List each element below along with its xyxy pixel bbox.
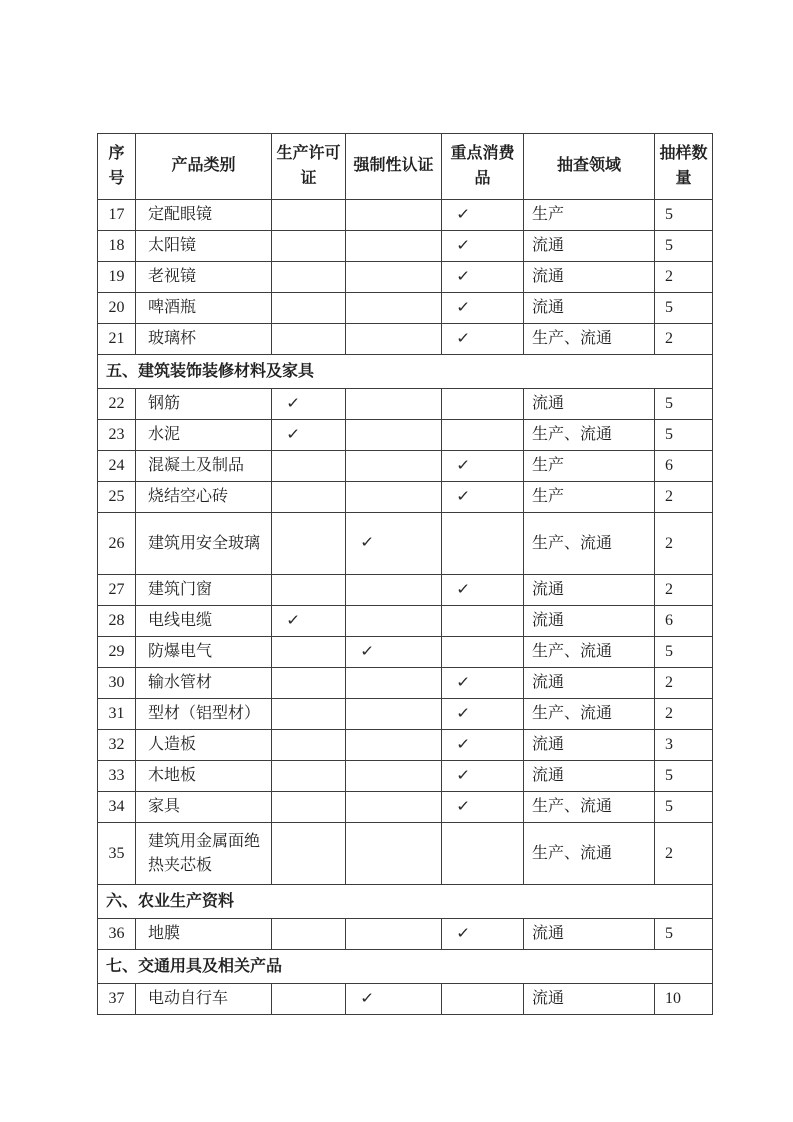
cell-no: 29 xyxy=(98,637,136,668)
cell-no: 24 xyxy=(98,451,136,482)
cell-key-consumer xyxy=(442,262,524,293)
cell-license xyxy=(272,231,346,262)
cell-license xyxy=(272,792,346,823)
col-header-license: 生产许可证 xyxy=(272,134,346,200)
cell-ccc xyxy=(346,451,442,482)
cell-qty: 6 xyxy=(655,606,713,637)
section-title: 六、农业生产资料 xyxy=(98,885,713,919)
cell-qty: 5 xyxy=(655,761,713,792)
check-icon: ✓ xyxy=(456,268,471,285)
cell-qty: 5 xyxy=(655,231,713,262)
cell-no: 21 xyxy=(98,324,136,355)
check-icon: ✓ xyxy=(456,736,471,753)
cell-category: 建筑门窗 xyxy=(136,575,272,606)
cell-key-consumer xyxy=(442,420,524,451)
check-icon: ✓ xyxy=(286,395,301,412)
cell-key-consumer xyxy=(442,513,524,575)
table-row xyxy=(98,606,713,637)
table-row xyxy=(98,761,713,792)
cell-no: 19 xyxy=(98,262,136,293)
section-title: 五、建筑装饰装修材料及家具 xyxy=(98,355,713,389)
cell-license xyxy=(272,513,346,575)
cell-no: 33 xyxy=(98,761,136,792)
cell-license xyxy=(272,451,346,482)
col-header-category: 产品类别 xyxy=(136,134,272,200)
cell-key-consumer xyxy=(442,200,524,231)
check-icon: ✓ xyxy=(456,488,471,505)
col-header-no: 序号 xyxy=(98,134,136,200)
table-row xyxy=(98,324,713,355)
cell-key-consumer xyxy=(442,792,524,823)
cell-category: 地膜 xyxy=(136,919,272,950)
table-row xyxy=(98,984,713,1015)
cell-field: 生产、流通 xyxy=(524,637,655,668)
cell-no: 20 xyxy=(98,293,136,324)
check-icon: ✓ xyxy=(286,426,301,443)
cell-key-consumer xyxy=(442,984,524,1015)
cell-key-consumer xyxy=(442,699,524,730)
cell-field: 流通 xyxy=(524,984,655,1015)
cell-no: 27 xyxy=(98,575,136,606)
cell-field: 生产 xyxy=(524,482,655,513)
cell-field: 生产、流通 xyxy=(524,699,655,730)
cell-license xyxy=(272,761,346,792)
cell-license xyxy=(272,482,346,513)
cell-key-consumer xyxy=(442,730,524,761)
cell-ccc xyxy=(346,761,442,792)
cell-field: 生产、流通 xyxy=(524,823,655,885)
section-row xyxy=(98,885,713,919)
table-row xyxy=(98,293,713,324)
cell-ccc xyxy=(346,575,442,606)
cell-field: 生产、流通 xyxy=(524,792,655,823)
table-header xyxy=(98,134,713,200)
cell-category: 输水管材 xyxy=(136,668,272,699)
cell-qty: 10 xyxy=(655,984,713,1015)
cell-category: 木地板 xyxy=(136,761,272,792)
cell-no: 25 xyxy=(98,482,136,513)
cell-qty: 2 xyxy=(655,575,713,606)
cell-category: 家具 xyxy=(136,792,272,823)
cell-no: 28 xyxy=(98,606,136,637)
cell-qty: 2 xyxy=(655,262,713,293)
cell-no: 22 xyxy=(98,389,136,420)
table-row xyxy=(98,792,713,823)
cell-field: 生产、流通 xyxy=(524,513,655,575)
cell-category: 电动自行车 xyxy=(136,984,272,1015)
cell-ccc xyxy=(346,606,442,637)
cell-ccc xyxy=(346,823,442,885)
check-icon: ✓ xyxy=(360,535,375,552)
cell-qty: 2 xyxy=(655,482,713,513)
cell-field: 流通 xyxy=(524,575,655,606)
check-icon: ✓ xyxy=(360,990,375,1007)
table-row xyxy=(98,231,713,262)
cell-field: 生产、流通 xyxy=(524,420,655,451)
cell-category: 啤酒瓶 xyxy=(136,293,272,324)
cell-license xyxy=(272,606,346,637)
check-icon: ✓ xyxy=(286,612,301,629)
cell-ccc xyxy=(346,984,442,1015)
cell-key-consumer xyxy=(442,324,524,355)
cell-no: 23 xyxy=(98,420,136,451)
cell-category: 水泥 xyxy=(136,420,272,451)
cell-ccc xyxy=(346,482,442,513)
table-row xyxy=(98,389,713,420)
table-row xyxy=(98,262,713,293)
cell-category: 钢筋 xyxy=(136,389,272,420)
cell-ccc xyxy=(346,513,442,575)
cell-key-consumer xyxy=(442,606,524,637)
col-header-ccc: 强制性认证 xyxy=(346,134,442,200)
cell-ccc xyxy=(346,637,442,668)
cell-no: 31 xyxy=(98,699,136,730)
check-icon: ✓ xyxy=(456,705,471,722)
table-row xyxy=(98,730,713,761)
cell-category: 人造板 xyxy=(136,730,272,761)
cell-field: 流通 xyxy=(524,389,655,420)
cell-category: 建筑用安全玻璃 xyxy=(136,513,272,575)
cell-key-consumer xyxy=(442,575,524,606)
cell-category: 电线电缆 xyxy=(136,606,272,637)
cell-license xyxy=(272,200,346,231)
cell-ccc xyxy=(346,420,442,451)
check-icon: ✓ xyxy=(456,925,471,942)
cell-key-consumer xyxy=(442,761,524,792)
cell-key-consumer xyxy=(442,482,524,513)
cell-ccc xyxy=(346,231,442,262)
cell-license xyxy=(272,668,346,699)
cell-ccc xyxy=(346,324,442,355)
cell-category: 烧结空心砖 xyxy=(136,482,272,513)
check-icon: ✓ xyxy=(456,299,471,316)
cell-field: 流通 xyxy=(524,231,655,262)
cell-ccc xyxy=(346,200,442,231)
check-icon: ✓ xyxy=(456,798,471,815)
cell-no: 34 xyxy=(98,792,136,823)
cell-field: 生产、流通 xyxy=(524,324,655,355)
cell-license xyxy=(272,637,346,668)
cell-qty: 6 xyxy=(655,451,713,482)
check-icon: ✓ xyxy=(360,643,375,660)
cell-field: 生产 xyxy=(524,200,655,231)
table-row xyxy=(98,451,713,482)
check-icon: ✓ xyxy=(456,206,471,223)
cell-license xyxy=(272,919,346,950)
cell-license xyxy=(272,262,346,293)
check-icon: ✓ xyxy=(456,767,471,784)
table-body xyxy=(98,200,713,1015)
section-title: 七、交通用具及相关产品 xyxy=(98,950,713,984)
cell-ccc xyxy=(346,293,442,324)
cell-ccc xyxy=(346,389,442,420)
cell-qty: 5 xyxy=(655,293,713,324)
cell-no: 30 xyxy=(98,668,136,699)
cell-field: 流通 xyxy=(524,761,655,792)
cell-qty: 5 xyxy=(655,637,713,668)
cell-ccc xyxy=(346,668,442,699)
cell-ccc xyxy=(346,730,442,761)
cell-qty: 2 xyxy=(655,668,713,699)
cell-field: 流通 xyxy=(524,919,655,950)
cell-category: 混凝土及制品 xyxy=(136,451,272,482)
cell-no: 37 xyxy=(98,984,136,1015)
cell-key-consumer xyxy=(442,637,524,668)
cell-ccc xyxy=(346,262,442,293)
check-icon: ✓ xyxy=(456,674,471,691)
cell-category: 防爆电气 xyxy=(136,637,272,668)
cell-qty: 5 xyxy=(655,200,713,231)
table-row xyxy=(98,919,713,950)
table-row xyxy=(98,513,713,575)
cell-field: 流通 xyxy=(524,262,655,293)
table-header-row xyxy=(98,134,713,200)
section-row xyxy=(98,950,713,984)
cell-field: 流通 xyxy=(524,668,655,699)
cell-qty: 5 xyxy=(655,919,713,950)
cell-no: 32 xyxy=(98,730,136,761)
cell-field: 生产 xyxy=(524,451,655,482)
cell-qty: 2 xyxy=(655,324,713,355)
col-header-field: 抽查领域 xyxy=(524,134,655,200)
cell-no: 35 xyxy=(98,823,136,885)
table-row xyxy=(98,668,713,699)
cell-license xyxy=(272,699,346,730)
check-icon: ✓ xyxy=(456,330,471,347)
cell-qty: 5 xyxy=(655,389,713,420)
cell-no: 17 xyxy=(98,200,136,231)
cell-qty: 5 xyxy=(655,792,713,823)
cell-key-consumer xyxy=(442,919,524,950)
cell-qty: 2 xyxy=(655,513,713,575)
cell-key-consumer xyxy=(442,293,524,324)
cell-field: 流通 xyxy=(524,730,655,761)
cell-license xyxy=(272,823,346,885)
cell-ccc xyxy=(346,699,442,730)
cell-qty: 2 xyxy=(655,823,713,885)
cell-category: 定配眼镜 xyxy=(136,200,272,231)
cell-category: 太阳镜 xyxy=(136,231,272,262)
col-header-key-consumer: 重点消费品 xyxy=(442,134,524,200)
cell-license xyxy=(272,730,346,761)
section-row xyxy=(98,355,713,389)
sampling-table xyxy=(97,133,713,1015)
check-icon: ✓ xyxy=(456,237,471,254)
cell-qty: 2 xyxy=(655,699,713,730)
check-icon: ✓ xyxy=(456,581,471,598)
table-row xyxy=(98,420,713,451)
table-row xyxy=(98,637,713,668)
table-row xyxy=(98,482,713,513)
cell-category: 玻璃杯 xyxy=(136,324,272,355)
cell-license xyxy=(272,984,346,1015)
cell-license xyxy=(272,420,346,451)
cell-key-consumer xyxy=(442,823,524,885)
cell-category: 型材（铝型材） xyxy=(136,699,272,730)
table-row xyxy=(98,823,713,885)
cell-field: 流通 xyxy=(524,293,655,324)
cell-no: 18 xyxy=(98,231,136,262)
cell-no: 36 xyxy=(98,919,136,950)
cell-license xyxy=(272,324,346,355)
table-row xyxy=(98,699,713,730)
cell-license xyxy=(272,575,346,606)
table-row xyxy=(98,575,713,606)
cell-qty: 3 xyxy=(655,730,713,761)
cell-key-consumer xyxy=(442,451,524,482)
cell-field: 流通 xyxy=(524,606,655,637)
table-row xyxy=(98,200,713,231)
cell-key-consumer xyxy=(442,231,524,262)
cell-ccc xyxy=(346,919,442,950)
cell-key-consumer xyxy=(442,668,524,699)
col-header-qty: 抽样数量 xyxy=(655,134,713,200)
check-icon: ✓ xyxy=(456,457,471,474)
cell-license xyxy=(272,293,346,324)
cell-license xyxy=(272,389,346,420)
cell-category: 建筑用金属面绝热夹芯板 xyxy=(136,823,272,885)
cell-ccc xyxy=(346,792,442,823)
cell-qty: 5 xyxy=(655,420,713,451)
cell-key-consumer xyxy=(442,389,524,420)
cell-no: 26 xyxy=(98,513,136,575)
cell-category: 老视镜 xyxy=(136,262,272,293)
